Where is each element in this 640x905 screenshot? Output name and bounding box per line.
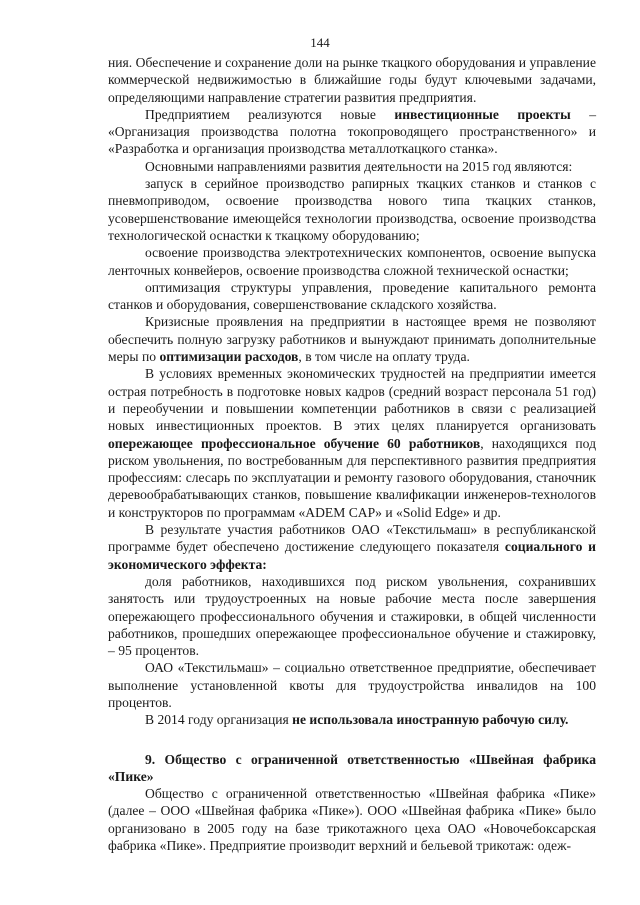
paragraph (108, 365, 596, 521)
paragraph (108, 711, 596, 728)
text-span: – «Организация производства полотна токопроводящего пространственного» и «Разработка и организация производства металлоткацкого станка». (108, 106, 596, 157)
bold-text: оптимизации расходов (159, 349, 299, 365)
paragraph (108, 659, 596, 711)
paragraph (108, 521, 596, 573)
paragraph (108, 313, 596, 365)
paragraph (108, 106, 596, 158)
bold-text: опережающее профессиональное обучение 60 работников (108, 435, 481, 451)
text-span: освоение производства электротехнических компонентов, освоение выпуска ленточных конвейеров, освоение производства сложной технической оснастки; (108, 245, 596, 278)
text-span: запуск в серийное производство рапирных ткацких станков и станков с пневмоприводом, освоение производства нового типа ткацких станков, усовершенствование имеющейся технологии производства, освоение производства технологической оснастки к ткацкому оборудованию; (108, 176, 596, 243)
paragraph (108, 785, 596, 854)
text-span: ния. Обеспечение и сохранение доли на рынке ткацкого оборудования и управление коммерческой недвижимостью в ближайшие годы будут ключевыми задачами, определяющими направление стратегии развития предприятия. (108, 55, 596, 105)
paragraph (108, 54, 596, 106)
paragraph (108, 158, 596, 175)
text-span: Кризисные проявления на предприятии в настоящее время не позволяют обеспечить полную загрузку работников и вынуждают принимать дополнительные меры по (108, 314, 596, 365)
text-span: Основными направлениями развития деятельности на 2015 год являются: (145, 158, 573, 174)
page-number: 144 (310, 35, 330, 50)
paragraph (108, 573, 596, 659)
text-span: ОАО «Текстильмаш» – социально ответственное предприятие, обеспечивает выполнение установленной квоты для трудоустройства инвалидов на 100 процентов. (108, 660, 596, 710)
text-span: Общество с ограниченной ответственностью «Швейная фабрика «Пике» (далее – ООО «Швейная фабрика «Пике»). ООО «Швейная фабрика «Пике» было организовано в 2005 году на базе трикотажного цеха ОАО «Новочебоксарская фабрика «Пике». Предприятие производит верхний и бельевой трикотаж: одеж- (108, 786, 596, 854)
text-span: В условиях временных экономических трудностей на предприятии имеется острая потребность в подготовке новых кадров (средний возраст персонала 51 год) и переобучении и повышении компетенции работников в связи с реализацией новых инвестиционных проектов. В этих целях планируется организовать (108, 366, 596, 434)
paragraph (108, 244, 596, 279)
paragraphs-after (108, 785, 596, 854)
section-heading: 9. Общество с ограниченной ответственностью «Швейная фабрика «Пике» (108, 751, 596, 784)
paragraph (108, 175, 596, 244)
text-span: , в том числе на оплату труда. (298, 349, 470, 365)
bold-text: инвестиционные проекты (394, 106, 571, 122)
text-span: Предприятием реализуются новые (145, 106, 395, 122)
bold-text: не использовала иностранную рабочую силу. (292, 712, 569, 728)
document-body (108, 54, 596, 854)
bold-text: социального и экономического эффекта: (108, 539, 596, 572)
text-span: оптимизация структуры управления, проведение капитального ремонта станков и оборудования, совершенствование складского хозяйства. (108, 279, 596, 313)
text-span: доля работников, находившихся под риском увольнения, сохранивших занятость или трудоустроенных на новые рабочие места после завершения опережающего профессионального обучения и стажировки, в общей численности работников, прошедших опережающее профессиональное обучение и стажировку, – 95 процентов. (108, 573, 596, 659)
text-span: В результате участия работников ОАО «Текстильмаш» в республиканской программе будет обеспечено достижение следующего показателя (108, 522, 596, 555)
paragraphs (108, 54, 596, 729)
text-span: В 2014 году организация (145, 712, 293, 728)
paragraph (108, 279, 596, 314)
text-span: , находящихся под риском увольнения, по востребованным для перспективного развития предприятия профессиям: слесарь по эксплуатации и ремонту газового оборудования, станочник деревообрабатывающих станков, повышение квалификации инженеров-технологов и конструкторов по программам «ADEM CAP» и «Solid Edge» и др. (108, 435, 597, 520)
